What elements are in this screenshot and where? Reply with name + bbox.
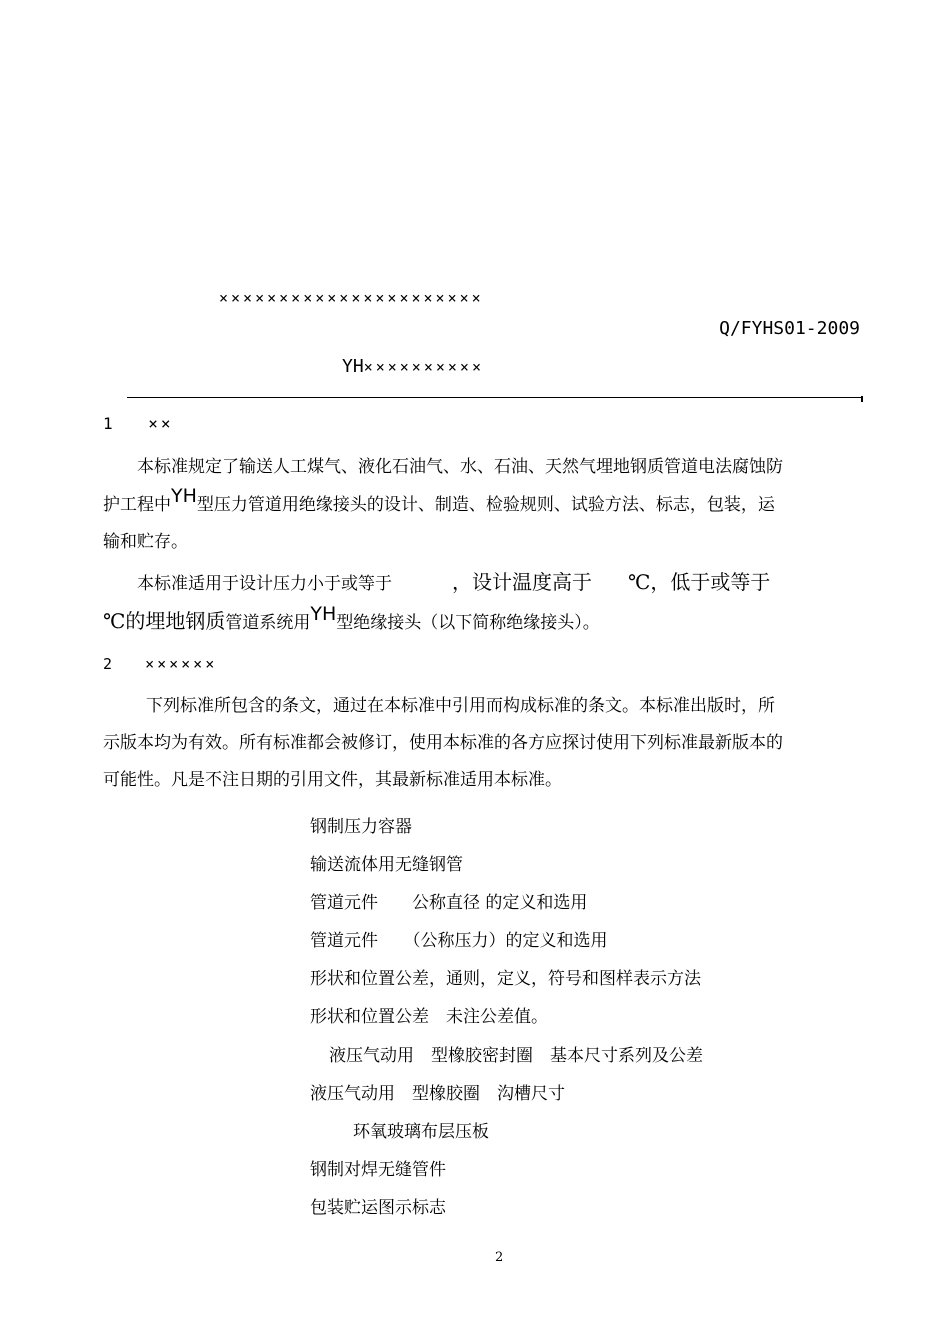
- reference-item: 输送流体用无缝钢管: [310, 855, 463, 875]
- section-1-title: ××: [148, 414, 174, 433]
- reference-item: 环氧玻璃布层压板: [353, 1122, 489, 1142]
- scope-p2-line2-a: ℃的埋地钢质: [103, 609, 226, 633]
- reference-item: 钢制对焊无缝管件: [310, 1160, 446, 1180]
- section-1-heading: [103, 414, 174, 433]
- company-name: ××××××××××××××××××××××: [219, 289, 484, 307]
- reference-item: 钢制压力容器: [310, 817, 412, 837]
- scope-p2-line2-c: 型绝缘接头（以下简称绝缘接头）。: [336, 613, 600, 633]
- scope-p1-line3: 输和贮存。: [103, 532, 188, 552]
- scope-p2-line2-b: 管道系统用: [225, 613, 311, 633]
- yh-mark: YH: [310, 603, 337, 625]
- reference-item: 液压气动用 型橡胶密封圈 基本尺寸系列及公差: [329, 1046, 703, 1066]
- section-2-number: 2: [103, 655, 113, 673]
- scope-p2-line1-a: 本标准适用于设计压力小于或等于: [137, 574, 392, 594]
- scope-p1-line2: [103, 486, 860, 524]
- section-2-title: ××××××: [145, 655, 218, 673]
- scope-paragraph-2: [103, 564, 860, 642]
- scope-p2-line1: [103, 564, 860, 603]
- reference-item: 管道元件 （公称压力）的定义和选用: [310, 931, 608, 951]
- reference-item: 管道元件 公称直径 的定义和选用: [310, 893, 588, 913]
- scope-p2-line1-c: ℃，低于或等于: [628, 570, 771, 594]
- scope-p1-line2-a: 护工程中: [103, 495, 171, 515]
- scope-p2-line2: [103, 603, 860, 642]
- scope-p1-line1: 本标准规定了输送人工煤气、液化石油气、水、石油、天然气埋地钢质管道电法腐蚀防: [137, 457, 783, 477]
- ref-p-line2: 示版本均为有效。所有标准都会被修订，使用本标准的各方应探讨使用下列标准最新版本的: [103, 733, 783, 753]
- scope-p1-line2-b: 型压力管道用绝缘接头的设计、制造、检验规则、试验方法、标志，包装，运: [196, 495, 775, 515]
- ref-p-line1: 下列标准所包含的条文，通过在本标准中引用而构成标准的条文。本标准出版时，所: [146, 696, 775, 716]
- ref-p-line3: 可能性。凡是不注日期的引用文件，其最新标准适用本标准。: [103, 770, 562, 790]
- reference-item: 包装贮运图示标志: [310, 1198, 446, 1218]
- yh-mark: YH: [171, 485, 197, 507]
- reference-item: 液压气动用 型橡胶圈 沟槽尺寸: [310, 1084, 565, 1104]
- page-number: 2: [495, 1250, 504, 1265]
- scope-paragraph-1: [103, 449, 860, 561]
- document-title: [342, 356, 484, 377]
- title-prefix: YH: [342, 356, 364, 377]
- section-1-number: 1: [103, 414, 113, 433]
- standard-code: Q/FYHS01-2009: [719, 318, 860, 339]
- references-paragraph: [103, 688, 860, 799]
- scope-p2-line1-b: ，设计温度高于: [452, 570, 592, 594]
- title-rest: ××××××××××: [363, 358, 484, 376]
- header-rule: [127, 397, 863, 398]
- reference-item: 形状和位置公差，通则，定义，符号和图样表示方法: [310, 969, 701, 989]
- section-2-heading: [103, 655, 217, 673]
- reference-item: 形状和位置公差 未注公差值。: [310, 1007, 548, 1027]
- header-rule-end: [861, 396, 863, 402]
